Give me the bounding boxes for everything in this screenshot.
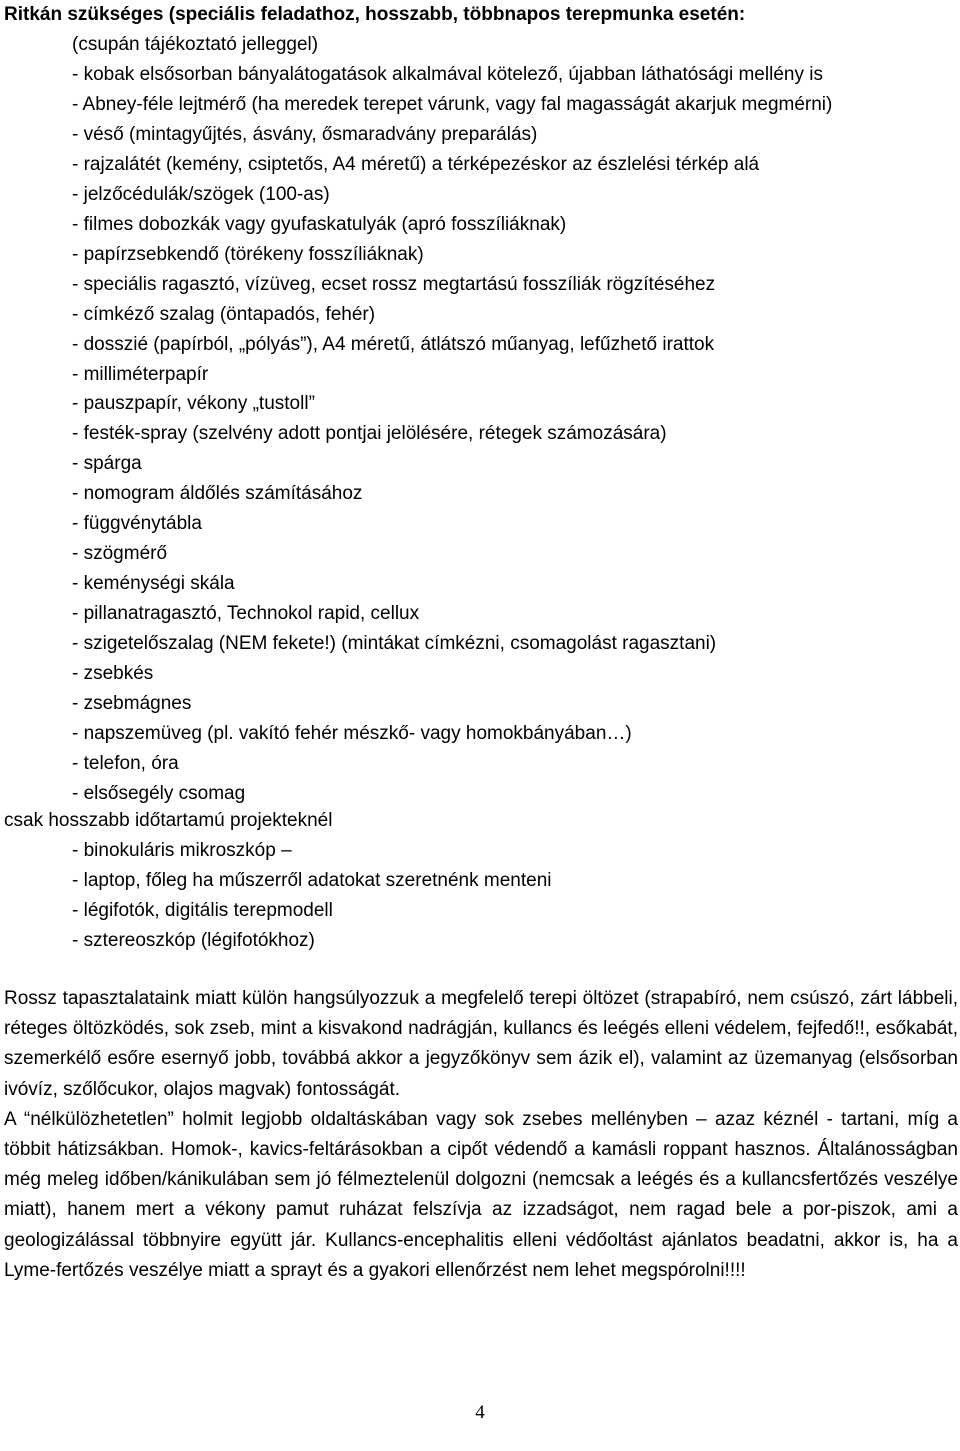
section-subtitle: (csupán tájékoztató jelleggel) [72, 34, 319, 55]
list-item: - telefon, óra [72, 752, 179, 774]
list-item: - binokuláris mikroszkóp – [72, 840, 292, 861]
list-item: - sztereoszkóp (légifotókhoz) [72, 929, 315, 951]
list-item: - jelzőcédulák/szögek (100-as) [72, 183, 330, 205]
list-item: - szögmérő [72, 543, 168, 565]
list-item: - rajzalátét (kemény, csiptetős, A4 méretű) a térképezéskor az észlelési térkép alá [72, 153, 760, 175]
list-item: - filmes dobozkák vagy gyufaskatulyák (apró fosszíliáknak) [72, 213, 567, 235]
list-item: - milliméterpapír [72, 363, 209, 385]
list-item: - nomogram áldőlés számításához [72, 483, 363, 505]
list-item: - légifotók, digitális terepmodell [72, 899, 333, 921]
list-item: - elsősegély csomag [72, 782, 246, 804]
list-item: - függvénytábla [72, 513, 202, 535]
list-item: - speciális ragasztó, vízüveg, ecset rossz megtartású fosszíliák rögzítéséhez [72, 273, 716, 295]
list-item: - kobak elsősorban bányalátogatások alkalmával kötelező, újabban láthatósági mellény is [72, 64, 823, 85]
list-item: - napszemüveg (pl. vakító fehér mészkő- vagy homokbányában…) [72, 722, 632, 744]
list-item: - szigetelőszalag (NEM fekete!) (mintákat címkézni, csomagolást ragasztani) [72, 633, 717, 655]
list-item: - festék-spray (szelvény adott pontjai jelölésére, rétegek számozására) [72, 423, 667, 445]
list-item: - laptop, főleg ha műszerről adatokat szeretnénk menteni [72, 869, 552, 891]
long-project-heading: csak hosszabb időtartamú projekteknél [4, 810, 333, 831]
equipment-list [72, 60, 832, 809]
list-item: - címkéző szalag (öntapadós, fehér) [72, 303, 376, 325]
list-item: - zsebkés [72, 663, 154, 685]
list-item: - pillanatragasztó, Technokol rapid, cellux [72, 603, 420, 625]
page-number: 4 [475, 1402, 485, 1423]
list-item: - papírzsebkendő (törékeny fosszíliáknak) [72, 243, 424, 265]
list-item: - Abney-féle lejtmérő (ha meredek terepet várunk, vagy fal magasságát akarjuk megmérni) [72, 93, 833, 115]
long-project-list [72, 836, 552, 956]
section-heading: Ritkán szükséges (speciális feladathoz, hosszabb, többnapos terepmunka esetén: [4, 4, 746, 25]
list-item: - véső (mintagyűjtés, ásvány, ősmaradvány preparálás) [72, 123, 538, 145]
paragraph-clothing: Rossz tapasztalataink miatt külön hangsúlyozzuk a megfelelő terepi öltözet (strapabíró, nem csúszó, zárt lábbeli, réteges öltözködés, sok zseb, mint a kisvakond nadrágján, kullancs és leégés elleni védelem, fejfedő!!, esőkabát, szemerkélő esőre esernyő jobb, továbbá akkor a jegyzőkönyv sem ázik el), valamint az üzemanyag (elsősorban ivóvíz, szőlőcukor, olajos magvak) fontosságát. [4, 988, 958, 1100]
list-item: - keménységi skála [72, 573, 235, 595]
list-item: - pauszpapír, vékony „tustoll” [72, 393, 315, 415]
list-item: - spárga [72, 453, 142, 475]
list-item: - zsebmágnes [72, 693, 192, 715]
list-item: - dosszié (papírból, „pólyás”), A4 méretű, átlátszó műanyag, lefűzhető irattok [72, 333, 715, 355]
clothing-advice-text [4, 984, 958, 1286]
paragraph-packing: A “nélkülözhetetlen” holmit legjobb oldaltáskában vagy sok zsebes mellényben – azaz kéznél - tartani, míg a többit hátizsákban. Homok-, kavics-feltárásokban a cipőt védendő a kamásli roppant hasznos. Általánosságban még meleg időben/kánikulában sem jó félmeztelenül dolgozni (nemcsak a leégés és a kullancsfertőzés veszélye miatt), hanem mert a vékony pamut ruházat felszívja az izzadságot, nem ragad bele a por-piszok, ami a geologizálással többnyire együtt jár. Kullancs-encephalitis elleni védőoltást ajánlatos beadatni, akkor is, ha a Lyme-fertőzés veszélye miatt a sprayt és a gyakori ellenőrzést nem lehet megspórolni!!!! [4, 1108, 958, 1281]
